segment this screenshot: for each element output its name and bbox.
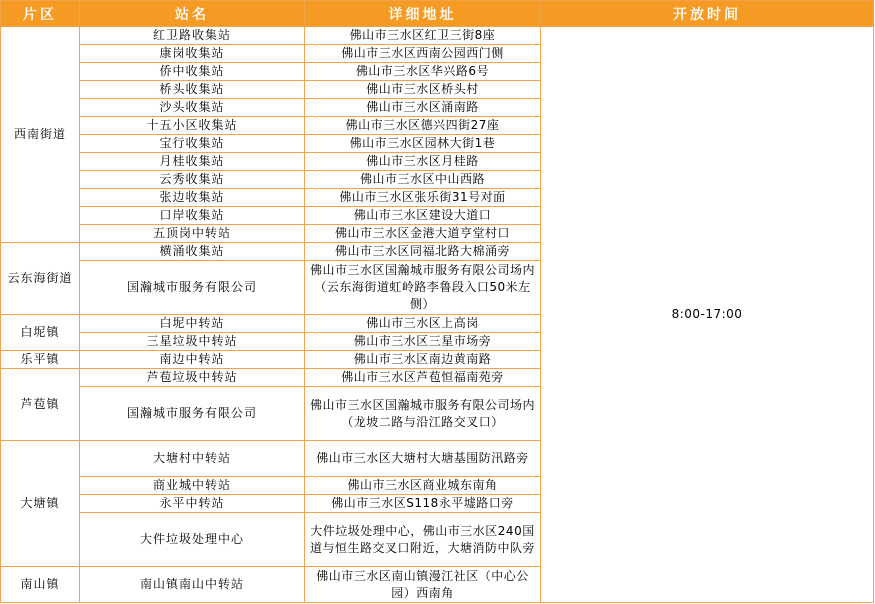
district-cell: 白坭镇 bbox=[1, 315, 80, 351]
station-cell: 国瀚城市服务有限公司 bbox=[80, 387, 305, 441]
address-cell: 大件垃圾处理中心，佛山市三水区240国道与恒生路交叉口附近，大塘消防中队旁 bbox=[305, 513, 541, 567]
district-cell: 西南街道 bbox=[1, 27, 80, 243]
header-row bbox=[1, 1, 874, 27]
station-cell: 南山镇南山中转站 bbox=[80, 567, 305, 603]
station-cell: 大塘村中转站 bbox=[80, 441, 305, 477]
district-cell: 大塘镇 bbox=[1, 441, 80, 567]
address-cell: 佛山市三水区建设大道口 bbox=[305, 207, 541, 225]
station-cell: 桥头收集站 bbox=[80, 81, 305, 99]
address-cell: 佛山市三水区商业城东南角 bbox=[305, 477, 541, 495]
station-cell: 大件垃圾处理中心 bbox=[80, 513, 305, 567]
address-cell: 佛山市三水区芦苞恒福南苑旁 bbox=[305, 369, 541, 387]
address-cell: 佛山市三水区国瀚城市服务有限公司场内（龙坡二路与沿江路交叉口） bbox=[305, 387, 541, 441]
station-cell: 红卫路收集站 bbox=[80, 27, 305, 45]
address-cell: 佛山市三水区南边黄南路 bbox=[305, 351, 541, 369]
station-cell: 康岗收集站 bbox=[80, 45, 305, 63]
station-cell: 商业城中转站 bbox=[80, 477, 305, 495]
address-cell: 佛山市三水区张乐街31号对面 bbox=[305, 189, 541, 207]
district-cell: 芦苞镇 bbox=[1, 369, 80, 441]
address-cell: 佛山市三水区大塘村大塘基围防汛路旁 bbox=[305, 441, 541, 477]
address-cell: 佛山市三水区同福北路大棉涌旁 bbox=[305, 243, 541, 261]
address-cell: 佛山市三水区红卫三街8座 bbox=[305, 27, 541, 45]
address-cell: 佛山市三水区三星市场旁 bbox=[305, 333, 541, 351]
station-cell: 横涌收集站 bbox=[80, 243, 305, 261]
district-cell: 云东海街道 bbox=[1, 243, 80, 315]
address-cell: 佛山市三水区德兴四街27座 bbox=[305, 117, 541, 135]
station-cell: 沙头收集站 bbox=[80, 99, 305, 117]
station-cell: 云秀收集站 bbox=[80, 171, 305, 189]
station-cell: 南边中转站 bbox=[80, 351, 305, 369]
address-cell: 佛山市三水区金港大道亨堂村口 bbox=[305, 225, 541, 243]
station-cell: 十五小区收集站 bbox=[80, 117, 305, 135]
station-cell: 永平中转站 bbox=[80, 495, 305, 513]
station-cell: 白坭中转站 bbox=[80, 315, 305, 333]
table-row bbox=[1, 27, 874, 45]
address-cell: 佛山市三水区月桂路 bbox=[305, 153, 541, 171]
station-cell: 张边收集站 bbox=[80, 189, 305, 207]
address-cell: 佛山市三水区上高岗 bbox=[305, 315, 541, 333]
station-cell: 五顶岗中转站 bbox=[80, 225, 305, 243]
address-cell: 佛山市三水区桥头村 bbox=[305, 81, 541, 99]
header-station: 站名 bbox=[80, 1, 305, 27]
address-cell: 佛山市三水区园林大街1巷 bbox=[305, 135, 541, 153]
station-cell: 国瀚城市服务有限公司 bbox=[80, 261, 305, 315]
station-cell: 月桂收集站 bbox=[80, 153, 305, 171]
station-cell: 口岸收集站 bbox=[80, 207, 305, 225]
address-cell: 佛山市三水区西南公园西门侧 bbox=[305, 45, 541, 63]
address-cell: 佛山市三水区中山西路 bbox=[305, 171, 541, 189]
address-cell: 佛山市三水区南山镇漫江社区（中心公园）西南角 bbox=[305, 567, 541, 603]
station-cell: 侨中收集站 bbox=[80, 63, 305, 81]
station-cell: 芦苞垃圾中转站 bbox=[80, 369, 305, 387]
address-cell: 佛山市三水区涌南路 bbox=[305, 99, 541, 117]
open-hours-cell: 8:00-17:00 bbox=[541, 27, 874, 603]
address-cell: 佛山市三水区国瀚城市服务有限公司场内（云东海街道虹岭路李鲁段入口50米左侧） bbox=[305, 261, 541, 315]
address-cell: 佛山市三水区S118永平墟路口旁 bbox=[305, 495, 541, 513]
header-hours: 开放时间 bbox=[541, 1, 874, 27]
address-cell: 佛山市三水区华兴路6号 bbox=[305, 63, 541, 81]
district-cell: 乐平镇 bbox=[1, 351, 80, 369]
station-cell: 宝行收集站 bbox=[80, 135, 305, 153]
district-cell: 南山镇 bbox=[1, 567, 80, 603]
header-district: 片区 bbox=[1, 1, 80, 27]
header-address: 详细地址 bbox=[305, 1, 541, 27]
station-cell: 三星垃圾中转站 bbox=[80, 333, 305, 351]
